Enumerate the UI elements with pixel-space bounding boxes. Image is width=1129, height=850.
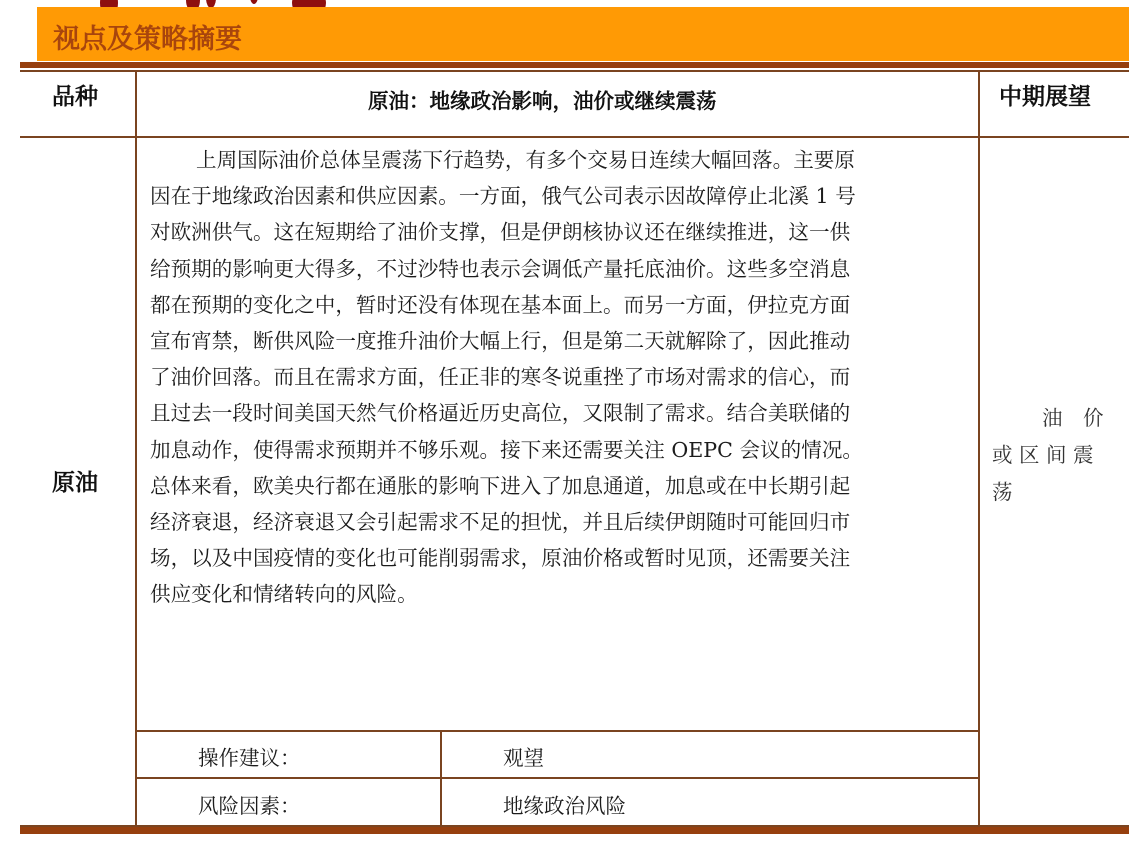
analysis-line: 经济衰退，经济衰退又会引起需求不足的担忧，并且后续伊朗随时可能回归市: [150, 510, 851, 535]
analysis-line: 场，以及中国疫情的变化也可能削弱需求，原油价格或暂时见顶，还需要关注: [150, 546, 851, 571]
section-banner: [37, 7, 1129, 61]
column-divider-right: [978, 71, 980, 826]
section-title: 视点及策略摘要: [53, 24, 242, 55]
top-thin-rule: [20, 70, 1129, 72]
outlook-line: 荡: [992, 480, 1013, 504]
analysis-line: 加息动作，使得需求预期并不够乐观。接下来还需要关注 OEPC 会议的情况。: [150, 437, 864, 462]
analysis-line: 总体来看，欧美央行都在通胀的影响下进入了加息通道，加息或在中长期引起: [150, 473, 851, 498]
outlook-line: 油 价: [1042, 406, 1104, 430]
header-title: 原油：地缘政治影响，油价或继续震荡: [368, 89, 717, 113]
analysis-line: 都在预期的变化之中，暂时还没有体现在基本面上。而另一方面，伊拉克方面: [150, 292, 851, 317]
operation-label: 操作建议：: [198, 746, 301, 770]
header-bottom-rule: [20, 136, 1129, 138]
risk-value: 地缘政治风险: [503, 794, 626, 818]
risk-row-top-rule: [135, 777, 980, 779]
outlook-text: [992, 400, 1114, 511]
header-outlook: 中期展望: [999, 84, 1091, 110]
analysis-text: [150, 142, 970, 613]
variety-crude-oil: 原油: [52, 470, 98, 496]
outlook-line: 或 区 间 震: [992, 443, 1094, 467]
analysis-line: 上周国际油价总体呈震荡下行趋势，有多个交易日连续大幅回落。主要原: [196, 148, 855, 172]
risk-label: 风险因素：: [198, 794, 301, 818]
analysis-line: 供应变化和情绪转向的风险。: [150, 582, 418, 607]
header-variety: 品种: [52, 84, 98, 110]
column-divider-left: [135, 71, 137, 826]
top-thick-rule: [20, 62, 1129, 68]
analysis-line: 了油价回落。而且在需求方面，任正非的寒冬说重挫了市场对需求的信心，而: [150, 365, 851, 390]
sub-row-divider: [440, 730, 442, 826]
logo-fragment: [250, 0, 258, 4]
analysis-line: 且过去一段时间美国天然气价格逼近历史高位，又限制了需求。结合美联储的: [150, 401, 851, 426]
analysis-line: 给预期的影响更大得多，不过沙特也表示会调低产量托底油价。这些多空消息: [150, 256, 851, 281]
operation-row-top-rule: [135, 730, 980, 732]
analysis-line: 宣布宵禁，断供风险一度推升油价大幅上行，但是第二天就解除了，因此推动: [150, 329, 851, 354]
bottom-thick-rule: [20, 827, 1129, 834]
analysis-line: 对欧洲供气。这在短期给了油价支撑，但是伊朗核协议还在继续推进，这一供: [150, 220, 851, 245]
analysis-line: 因在于地缘政治因素和供应因素。一方面，俄气公司表示因故障停止北溪 1 号: [150, 184, 856, 209]
operation-value: 观望: [503, 746, 544, 770]
